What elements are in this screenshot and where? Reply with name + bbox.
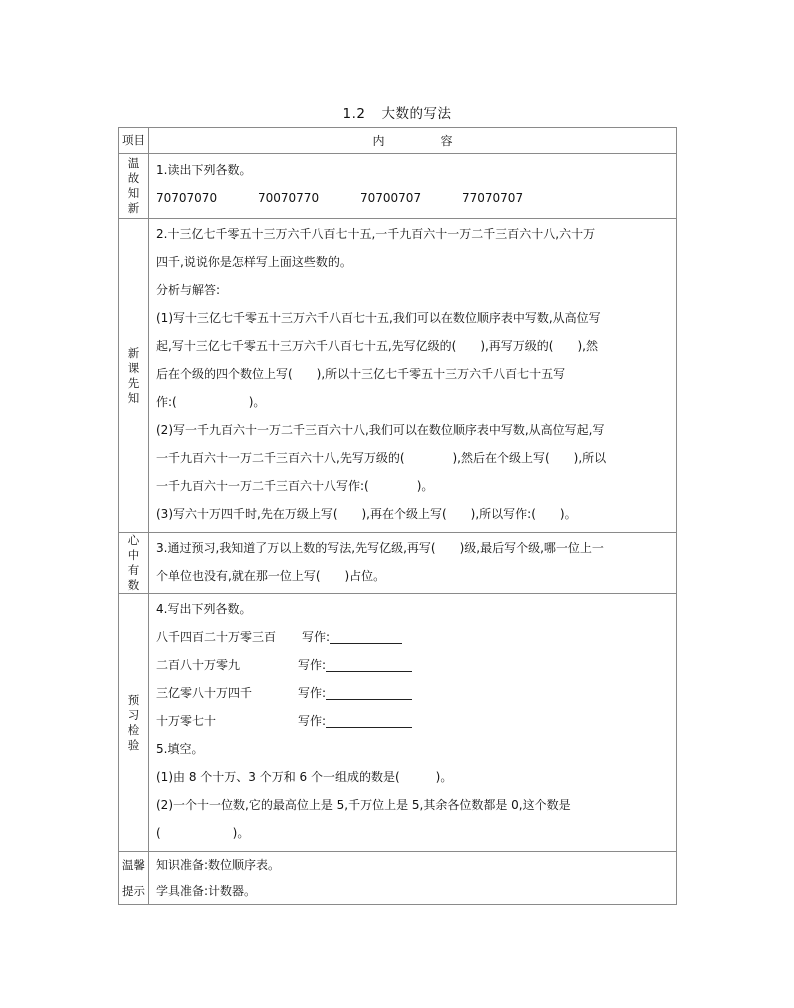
text-line: ( )。	[156, 826, 250, 840]
newlesson-label: 新课先知	[127, 345, 140, 405]
review-row	[119, 154, 677, 219]
number-list	[156, 184, 670, 212]
text-line: (1)写十三亿七千零五十三万六千八百七十五,我们可以在数位顺序表中写数,从高位写	[156, 311, 601, 325]
mind-label: 心中有数	[127, 533, 140, 592]
write-item	[156, 651, 670, 679]
question-4: 4.写出下列各数。	[156, 602, 252, 616]
header-content-label: 内 容	[372, 134, 475, 148]
write-label: 写作:	[302, 630, 331, 644]
preview-worksheet-table	[118, 127, 677, 905]
newlesson-row	[119, 219, 677, 533]
newlesson-label-cell	[119, 219, 149, 533]
check-label-cell	[119, 594, 149, 852]
text-line: (2)写一千九百六十一万二千三百六十八,我们可以在数位顺序表中写数,从高位写起,写	[156, 423, 605, 437]
question-1: 1.读出下列各数。	[156, 163, 252, 177]
header-content-cell	[149, 128, 677, 154]
write-item	[156, 623, 670, 651]
text-line: 3.通过预习,我知道了万以上数的写法,先写亿级,再写( )级,最后写个级,哪一位上一	[156, 541, 604, 555]
write-item-text: 八千四百二十万零三百	[156, 630, 277, 644]
write-item	[156, 679, 670, 707]
number-item: 70700707	[360, 191, 422, 205]
reminder-row-1	[119, 852, 677, 879]
text-line: 四千,说说你是怎样写上面这些数的。	[156, 255, 352, 269]
text-line: 起,写十三亿七千零五十三万六千八百七十五,先写亿级的( ),再写万级的( ),然	[156, 339, 598, 353]
write-label: 写作:	[298, 714, 327, 728]
number-item: 70070770	[258, 191, 320, 205]
number-item: 70707070	[156, 191, 218, 205]
review-label: 温故知新	[127, 156, 140, 215]
write-item-text: 三亿零八十万四千	[156, 686, 253, 700]
section-number: 1.2	[342, 106, 366, 122]
reminder-line: 学具准备:计数器。	[156, 884, 257, 898]
reminder-label-cell-bottom: 提示	[119, 878, 149, 905]
write-item	[156, 707, 670, 735]
page-title	[0, 102, 794, 122]
text-line: 个单位也没有,就在那一位上写( )占位。	[156, 569, 386, 583]
write-label: 写作:	[298, 686, 327, 700]
section-title: 大数的写法	[381, 106, 452, 122]
write-item-text: 十万零七十	[156, 714, 217, 728]
reminder-line: 知识准备:数位顺序表。	[156, 858, 281, 872]
text-line: 作:( )。	[156, 395, 266, 409]
header-row	[119, 128, 677, 154]
reminder-content-cell-bottom	[149, 878, 677, 905]
review-content-cell	[149, 154, 677, 219]
review-label-cell	[119, 154, 149, 219]
reminder-content-cell-top	[149, 852, 677, 879]
text-line: 分析与解答:	[156, 283, 221, 297]
answer-blank[interactable]	[326, 683, 412, 700]
check-label: 预习检验	[127, 692, 140, 752]
answer-blank[interactable]	[326, 655, 412, 672]
mind-row	[119, 533, 677, 594]
write-item-text: 二百八十万零九	[156, 658, 241, 672]
number-item: 77070707	[462, 191, 524, 205]
answer-blank[interactable]	[330, 627, 402, 644]
write-label: 写作:	[298, 658, 327, 672]
check-row	[119, 594, 677, 852]
reminder-row-2	[119, 878, 677, 905]
text-line: 2.十三亿七千零五十三万六千八百七十五,一千九百六十一万二千三百六十八,六十万	[156, 227, 596, 241]
header-item-cell: 项目	[119, 128, 149, 154]
text-line: (2)一个十一位数,它的最高位上是 5,千万位上是 5,其余各位数都是 0,这个数是	[156, 798, 571, 812]
text-line: (3)写六十万四千时,先在万级上写( ),再在个级上写( ),所以写作:( )。	[156, 507, 577, 521]
text-line: 后在个级的四个数位上写( ),所以十三亿七千零五十三万六千八百七十五写	[156, 367, 566, 381]
newlesson-content-cell	[149, 219, 677, 533]
reminder-label-cell-top: 温馨	[119, 852, 149, 879]
question-5: 5.填空。	[156, 742, 204, 756]
text-line: 一千九百六十一万二千三百六十八写作:( )。	[156, 479, 434, 493]
mind-label-cell	[119, 533, 149, 594]
check-content-cell	[149, 594, 677, 852]
answer-blank[interactable]	[326, 711, 412, 728]
text-line: 一千九百六十一万二千三百六十八,先写万级的( ),然后在个级上写( ),所以	[156, 451, 607, 465]
text-line: (1)由 8 个十万、3 个万和 6 个一组成的数是( )。	[156, 770, 453, 784]
mind-content-cell	[149, 533, 677, 594]
